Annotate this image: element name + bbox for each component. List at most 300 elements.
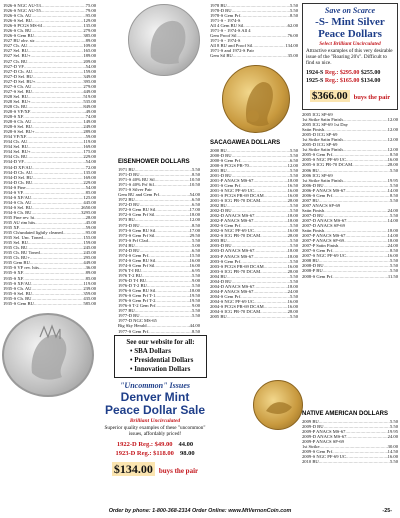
item-description: 2003-D ANACS MS-67 <box>210 248 255 254</box>
item-description: 1973-S Gem Prf Sil <box>118 232 155 238</box>
item-description: 1973 BU <box>118 217 135 223</box>
item-description: 2009 BU <box>302 418 319 424</box>
item-price: 445.00 <box>83 199 96 205</box>
item-description: 1928 Sel. BU <box>3 93 28 99</box>
item-price: 5.50 <box>191 313 200 319</box>
item-description: 2006-P ANACS MS-67 <box>302 187 346 193</box>
item-description: 1971-S - 1974-S All 4 <box>210 28 251 34</box>
item-price: 449.00 <box>83 260 96 266</box>
item-price: 385.00 <box>83 33 96 39</box>
item-price: 5.50 <box>289 238 298 244</box>
item-description: 1974 BU <box>118 242 135 248</box>
item-price: 8.50 <box>191 328 200 334</box>
item-description: 1972-S Gem Prf Sil <box>118 212 155 218</box>
item-description: 1st Strike Satin Finish <box>302 177 343 183</box>
item-description: 1977-D NGC MS-65 <box>118 318 157 324</box>
item-price: 295.00 <box>83 255 96 261</box>
item-description: 1927-S Sel. BU <box>3 88 32 94</box>
item-price: 239.00 <box>83 285 96 291</box>
item-price: 12.00 <box>387 137 398 143</box>
item-description: 2002-S ICG PR-70 DCAM <box>210 233 261 239</box>
item-price: 5.50 <box>289 278 298 284</box>
item-description: 1934-S Sel. BU <box>3 204 32 210</box>
item-price: 129.00 <box>83 18 96 24</box>
item-price: 5.50 <box>389 418 398 424</box>
item-price: 19.95 <box>387 428 398 434</box>
item-description: 2005-D ICG SP-69 <box>302 132 338 138</box>
item-price: 85.00 <box>85 275 96 281</box>
item-price: 5.50 <box>289 273 298 279</box>
item-price: 35.00 <box>287 53 298 59</box>
item-description: 2004-S ICG PR-70 DCAM <box>210 309 261 315</box>
item-price: 5.50 <box>289 314 298 320</box>
item-description: 1st Strike Satin Finish <box>302 117 343 123</box>
item-price: 5.50 <box>289 203 298 209</box>
price-list-item <box>210 53 298 58</box>
silver-promo-subtitle: Select Brilliant Uncirculated <box>319 41 381 47</box>
item-description: 1934-S Fine <box>3 184 26 190</box>
item-description: 2005-S NGC PF-69 UC <box>302 157 347 163</box>
item-price: 165.00 <box>83 48 96 54</box>
item-price: 89.00 <box>85 270 96 276</box>
item-description: 2007-D BU <box>302 212 324 218</box>
item-description: 2003-S Gem Prf <box>210 258 241 264</box>
item-description: 2002-P ANACS MS-67 <box>210 218 254 224</box>
item-description: 2005 ICG SP-69 1st Day <box>302 122 348 128</box>
item-description: 2009-P ANACS MS-67 <box>302 428 346 434</box>
item-price: 72.00 <box>85 164 96 170</box>
item-description: 1927 Sel. BU <box>3 48 28 54</box>
item-description: 1935-S XF/AU <box>3 280 32 286</box>
item-description: 2002-S Gem Prf <box>210 223 241 229</box>
item-description: 1972 BU <box>118 197 135 203</box>
item-price: 49.00 <box>85 108 96 114</box>
item-description: 1972-D BU <box>118 202 140 208</box>
item-description: 2001-S PCGS PR-69 DCAM <box>210 192 264 198</box>
silver-line-2-sale: $134.00 <box>360 77 381 84</box>
item-description: 1976 T-I BU <box>118 267 142 273</box>
item-price: 18.00 <box>387 228 398 234</box>
item-price: 18.00 <box>287 283 298 289</box>
website-promo-title: See our website for all: <box>126 338 195 346</box>
item-description: 2009-S NGC PF-69 UC <box>302 453 347 459</box>
item-description: 1934-S Ch. AU <box>3 199 32 205</box>
item-price: 14.00 <box>387 217 398 223</box>
footer-order-info: Order by phone: 1-800-368-2314 Order Online: www.MtVernonCoin.com <box>108 508 292 514</box>
item-price: 75.00 <box>85 3 96 8</box>
item-description: 1974-S Gem BU Sil <box>118 257 156 263</box>
website-promo-item: • Innovation Dollars <box>130 364 191 373</box>
item-description: 2007-S NGC PF-69 UC <box>302 253 347 259</box>
item-description: 2004-D BU <box>210 278 232 284</box>
item-price: 229.00 <box>83 179 96 185</box>
item-price: 28.00 <box>387 162 398 168</box>
item-price: 16.00 <box>387 157 398 163</box>
item-description: 2009-P ANACS SP-69 <box>302 438 344 444</box>
item-price: 16.00 <box>189 257 200 263</box>
item-price: 18.00 <box>287 248 298 254</box>
item-description: 1971-S - 1974-S <box>210 18 241 24</box>
item-description: 1935-S Sel. BU <box>3 290 32 296</box>
item-price: 5.50 <box>289 152 298 158</box>
item-description: 2005 ICG SP-69 <box>302 112 333 117</box>
page-number: -25- <box>382 508 392 514</box>
item-description: 2007-D ANACS SP-69 <box>302 223 345 229</box>
item-description: 1935 XF <box>3 225 20 231</box>
item-price: 85.00 <box>85 189 96 195</box>
item-price: 5.50 <box>289 243 298 249</box>
item-description: 2008-D BU <box>302 263 324 269</box>
website-promo-item: • SBA Dollars <box>130 346 171 355</box>
item-price: 159.00 <box>83 240 96 246</box>
item-description: 2006 BU <box>302 167 319 173</box>
item-price: 279.00 <box>83 28 96 34</box>
item-description: Gem Sil BU <box>210 53 233 59</box>
item-description: 1926-S Ch. BU <box>3 28 32 34</box>
item-price: 28.00 <box>85 214 96 220</box>
item-price: 95.00 <box>85 13 96 19</box>
denver-headline-1: Denver Mint <box>120 390 190 404</box>
item-description: 1973-D BU <box>118 222 140 228</box>
silver-line-1-label: 1924-S <box>306 69 324 76</box>
item-description: 2003-S PCGS PR-69 DCAM <box>210 263 264 269</box>
denver-peace-dollar-promo <box>92 381 218 499</box>
item-price: 16.00 <box>387 453 398 459</box>
item-price: 5.50 <box>389 212 398 218</box>
item-price: 5.50 <box>389 263 398 269</box>
item-description: 1971-S Silver Pair <box>118 187 152 193</box>
item-description: 2002 BU <box>210 203 227 209</box>
item-price: 9.00 <box>191 278 200 284</box>
item-price: 19.95 <box>387 177 398 183</box>
item-description: 1928-S XF <box>3 114 24 120</box>
item-description: 1926-S PCGS MS-61 <box>3 23 43 29</box>
denver-bundle-note: buys the pair <box>158 467 199 475</box>
silver-bundle-note: buys the pair <box>353 93 391 101</box>
item-price: 29.50 <box>189 232 200 238</box>
item-price: 24.00 <box>387 207 398 213</box>
item-price: 12.00 <box>189 217 200 223</box>
item-description: 2008 BU <box>302 258 319 264</box>
item-price: 5.50 <box>191 237 200 243</box>
item-description: 2004-D ANACS MS-67 <box>210 283 255 289</box>
item-description: 1976-D T-I BU <box>118 278 147 284</box>
item-price: 5.50 <box>389 268 398 274</box>
price-list-item <box>3 301 96 306</box>
item-description: 1934-D Ch. AU <box>3 169 33 175</box>
item-price: 59.00 <box>85 225 96 231</box>
item-description: 1928-S Sel. BU+ <box>3 129 35 135</box>
item-description: 1927 Ch. BU <box>3 58 28 64</box>
item-price: 28.00 <box>287 233 298 239</box>
item-price: 8.50 <box>389 152 398 158</box>
item-description: Satin Finish <box>302 127 325 133</box>
item-description: 1935 Sel. Unc. Toned <box>3 235 43 241</box>
item-price: 59.00 <box>85 134 96 140</box>
item-description: 2007 ANACS SP-69 <box>302 202 341 208</box>
item-price: 245.00 <box>83 250 96 256</box>
item-description: 2005-D ICG SP-69 <box>302 142 338 148</box>
item-description: 2007 BU <box>302 197 319 203</box>
website-promo-box <box>114 335 207 378</box>
item-description: 1971 BU <box>118 167 135 172</box>
item-price: 535.00 <box>83 98 96 104</box>
item-price: 119.00 <box>83 280 96 286</box>
item-description: 1935-S Ch. BU <box>3 295 32 301</box>
item-description: 1976-S T-2 Gem Prf <box>118 303 156 309</box>
item-description: 1927-D VF <box>3 63 24 69</box>
website-promo-item: • Presidential Dollars <box>130 355 194 364</box>
item-price: 16.00 <box>189 262 200 268</box>
item-price: 44.00 <box>189 323 200 329</box>
item-description: 2008-S Gem Prf <box>302 273 333 279</box>
item-description: 2002-S NGC PF-69 UC <box>210 228 255 234</box>
item-description: 1974-S Gem Prf Sil <box>118 262 155 268</box>
column-peace-dollars <box>3 3 96 306</box>
item-price: 54.00 <box>189 192 200 198</box>
item-price: 28.00 <box>287 197 298 203</box>
item-description: 1st Strike Satin Finish <box>302 147 343 153</box>
item-description: 1972-S Gem BU Sil <box>118 207 156 213</box>
item-price: 16.00 <box>287 263 298 269</box>
item-description: 1934-D Ch. BU <box>3 179 33 185</box>
item-price: 5.50 <box>289 8 298 14</box>
item-description: 1935-S XF <box>3 270 24 276</box>
item-price: 5.50 <box>191 283 200 289</box>
item-price: 16.00 <box>287 298 298 304</box>
item-price: 135.00 <box>83 169 96 175</box>
item-price: 5.50 <box>289 167 298 173</box>
item-price: 5.50 <box>389 458 398 464</box>
item-price: 349.00 <box>83 73 96 79</box>
item-description: 1934-D XF/AU <box>3 164 32 170</box>
item-price: 249.00 <box>83 124 96 130</box>
item-description: 1971-S 40% BU Sil <box>118 177 155 183</box>
item-description: 1934-S XF/AU <box>3 194 32 200</box>
silver-line-2-reg: Reg.: $165.00 <box>324 77 360 84</box>
item-description: 1927-D Sel. BU+ <box>3 78 36 84</box>
item-description: 2004-P ANACS MS-67 <box>210 288 254 294</box>
item-price: 17.00 <box>189 227 200 233</box>
item-description: 1934 Sel. BU+ <box>3 149 31 155</box>
item-price: 18.00 <box>287 253 298 259</box>
item-description: 2004 BU <box>210 273 227 279</box>
item-description: 1976-D T-2 BU <box>118 283 147 289</box>
denver-kicker: "Uncommon" Issues <box>119 381 190 390</box>
item-price: 169.00 <box>83 174 96 180</box>
eisenhower-header: EISENHOWER DOLLARS <box>118 159 190 165</box>
item-description: 1977-S Gem Prf <box>118 328 149 334</box>
item-price: 159.00 <box>83 68 96 74</box>
item-price: 5.50 <box>289 293 298 299</box>
item-price: 16.00 <box>287 187 298 193</box>
item-description: 2009-S Gem Prf <box>302 448 333 454</box>
item-description: 1973-S Prf Clad <box>118 237 148 243</box>
silver-promo-body: Attractive examples of this very desirable issue of the "Roaring 20's". Difficult to find so nice. <box>306 48 393 67</box>
item-price: 12.00 <box>387 117 398 123</box>
item-price: 10.50 <box>189 177 200 183</box>
item-price: 45.00 <box>85 220 96 226</box>
item-price: 89.00 <box>85 38 96 44</box>
item-description: 1934-S VF <box>3 189 24 195</box>
item-description: 1935 Ch. BU+ <box>3 255 30 261</box>
item-price: 279.00 <box>83 83 96 89</box>
item-price: 8.50 <box>191 222 200 228</box>
denver-line-1-sale: 44.00 <box>178 441 194 448</box>
page-footer <box>0 505 400 518</box>
item-price: 6.50 <box>191 247 200 253</box>
item-price: 3295.00 <box>81 209 96 215</box>
item-description: 1977-D BU <box>118 313 140 319</box>
denver-line-1: 1922-D Reg.: $49.00 <box>116 441 173 448</box>
item-description: 2007-D ANACS MS-67 <box>302 217 347 223</box>
item-description: 2007-P ANACS MS-67 <box>302 233 346 239</box>
item-price: 169.00 <box>83 144 96 150</box>
item-price: 12.00 <box>387 127 398 133</box>
item-price: 8.50 <box>389 248 398 254</box>
item-description: 1927 BU obv. str <box>3 38 35 44</box>
item-price: 16.00 <box>287 228 298 234</box>
silver-line-2-label: 1925-S <box>306 77 324 84</box>
item-price: 16.00 <box>287 192 298 198</box>
item-price: 74.00 <box>85 114 96 120</box>
denver-headline-2: Peace Dollar Sale <box>104 403 206 417</box>
item-description: 2003-D BU <box>210 243 232 249</box>
silver-promo-title: Save on Scarce <box>324 6 376 15</box>
eisenhower-dollar-coin-icon <box>128 4 200 76</box>
silver-peace-dollar-promo <box>302 3 398 110</box>
column-sacagawea-cont <box>302 112 398 279</box>
item-description: 1976-S Gem Prf T-1 <box>118 293 156 299</box>
item-price: 14.00 <box>387 233 398 239</box>
item-price: 175.00 <box>83 149 96 155</box>
item-price: 5.50 <box>289 208 298 214</box>
item-description: 1978-D BU <box>210 8 232 14</box>
item-price: 8.50 <box>289 13 298 19</box>
item-description: Gem Proof Sil <box>210 33 237 39</box>
item-description: 1927-S Ch. AU <box>3 83 32 89</box>
item-price: 18.00 <box>287 218 298 224</box>
item-description: 1935 Sel. BU <box>3 240 28 246</box>
item-description: Satin Finish <box>302 207 325 213</box>
item-description: 2002-D ANACS MS-67 <box>210 213 255 219</box>
item-price: 435.00 <box>83 295 96 301</box>
item-description: 1928-S Ch. AU <box>3 119 32 125</box>
item-price: 6.50 <box>191 202 200 208</box>
item-description: 1935 Gem BU <box>3 260 30 266</box>
denver-bundle-price: $134.00 <box>113 462 153 476</box>
column-eisenhower-dollars <box>118 0 200 334</box>
item-description: 1934 Ch. BU <box>3 154 28 160</box>
item-description: 1934-D Sel. BU <box>3 174 33 180</box>
native-american-header: NATIVE AMERICAN DOLLARS <box>302 411 388 417</box>
item-description: 1927-D Sel. BU <box>3 73 33 79</box>
item-price: 2650.00 <box>81 204 96 210</box>
price-list-item <box>302 459 398 464</box>
item-description: 1934-S Ch. BU <box>3 209 32 215</box>
column-sacagawea-dollars <box>210 3 298 319</box>
item-price: 95.00 <box>85 230 96 236</box>
item-description: 1928 Ch. BU <box>3 103 28 109</box>
item-price: 5.50 <box>191 167 200 172</box>
item-description: 2002-D BU <box>210 208 232 214</box>
silver-line-1-reg: Reg.: $295.00 <box>324 69 360 76</box>
item-price: 16.50 <box>287 182 298 188</box>
item-description: 1926-S Ch. AU <box>3 13 32 19</box>
native-american-dollar-coin-icon <box>253 380 303 430</box>
item-description: 1928-S VF/XF <box>3 108 31 114</box>
item-description: 1935 Ch/undated lightly cleaned <box>3 230 63 236</box>
item-price: 18.00 <box>189 288 200 294</box>
item-description: 1934 Ch. AU <box>3 139 28 145</box>
item-price: 54.00 <box>85 184 96 190</box>
item-description: 1971-D BU <box>118 172 140 178</box>
item-price: 14.00 <box>387 187 398 193</box>
silver-line-1-sale: $255.00 <box>360 69 381 76</box>
item-price: 28.00 <box>287 268 298 274</box>
item-price: 16.00 <box>387 253 398 259</box>
item-price: 6.50 <box>289 157 298 163</box>
item-price: 19.50 <box>189 293 200 299</box>
item-description: 1926-S NGC AU-55 <box>3 8 41 14</box>
item-description: 2000-D BU <box>210 152 232 158</box>
item-description: All 4 Gem BU Sil <box>210 23 244 29</box>
peace-dollar-coin-icon <box>2 313 94 397</box>
item-price: 6.50 <box>191 197 200 203</box>
silver-promo-headline-1: -S- Mint Silver <box>315 16 385 28</box>
item-description: 2007-S Gem Prf <box>302 248 333 254</box>
item-description: 2005-S ICG PR-70 DCAM <box>302 162 353 168</box>
item-description: 2004-S NGC PF-69 UC <box>210 298 255 304</box>
item-price: 5.50 <box>389 258 398 264</box>
item-description: 1935-S VF rev. hits <box>3 265 39 271</box>
item-price: 62.00 <box>287 23 298 29</box>
price-list-item <box>302 274 398 279</box>
item-description: 2010 BU <box>302 458 319 464</box>
item-description: 1976-S Gem BU Sil <box>118 288 156 294</box>
item-price: 134.00 <box>285 43 298 49</box>
item-price: 125.00 <box>83 194 96 200</box>
item-price: 10.50 <box>189 182 200 188</box>
item-description: 2007-P ANACS SP-69 <box>302 238 344 244</box>
item-price: 18.00 <box>387 238 398 244</box>
denver-body: Superior quality examples of these "uncommon" issues, affordably priced! <box>104 425 206 437</box>
item-price: 5.50 <box>389 423 398 429</box>
item-price: 395.00 <box>83 78 96 84</box>
item-description: 1974-S Gem Prf <box>118 252 149 258</box>
item-description: 1978 BU <box>210 3 227 8</box>
item-description: 2001-S ICG PR-70 DCAM <box>210 197 261 203</box>
price-list-item <box>210 314 298 319</box>
item-price: 359.00 <box>83 290 96 296</box>
item-price: 5.50 <box>289 172 298 178</box>
column-native-american-dollars <box>302 410 398 464</box>
silver-promo-headline-2: Peace Dollars <box>318 28 382 40</box>
item-price: 5.00 <box>191 242 200 248</box>
item-description: 1926-S Sel. BU <box>3 18 32 24</box>
denver-subtitle: Brilliant Uncirculated <box>129 418 181 424</box>
item-price: 5.50 <box>289 3 298 8</box>
item-price: 8.50 <box>191 172 200 178</box>
denver-line-2-sale: 98.00 <box>179 450 195 457</box>
item-price: 189.00 <box>83 53 96 59</box>
denver-line-2: 1923-D Reg.: $118.00 <box>115 450 174 457</box>
item-description: 1st Strike <box>302 443 320 449</box>
item-description: 2001-S Gem Prf <box>210 182 241 188</box>
item-description: 1926-S Gem BU <box>3 33 34 39</box>
item-price: 18.00 <box>287 177 298 183</box>
item-description: 1934 Sel. BU <box>3 144 28 150</box>
